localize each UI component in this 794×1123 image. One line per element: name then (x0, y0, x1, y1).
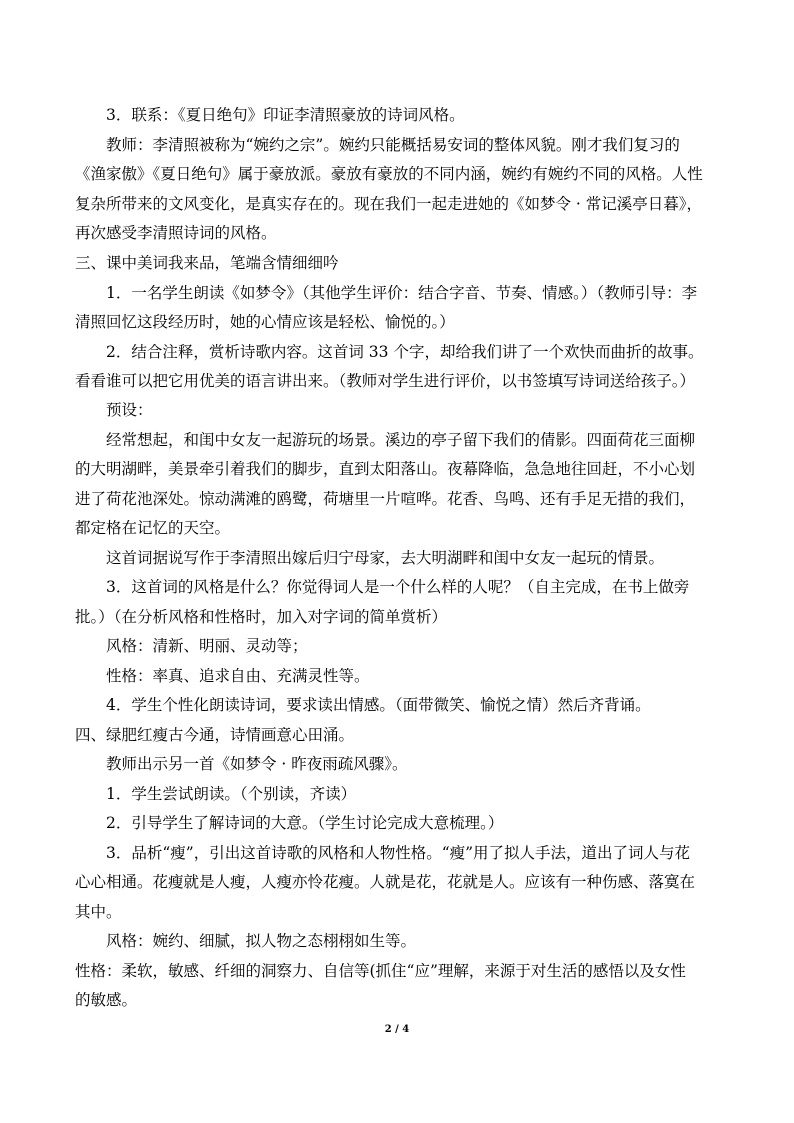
text-line-31: 的敏感。 (75, 991, 138, 1009)
text-line-13: 的大明湖畔，美景牵引着我们的脚步，直到太阳落山。夜幕降临，急急地往回赶，不小心划 (75, 460, 696, 478)
text-line-20: 性格：率真、追求自由、充满灵性等。 (106, 667, 370, 685)
section-heading-4: 四、绿肥红瘦古今通，诗情画意心田涌。 (75, 726, 355, 744)
page-number: 2 / 4 (384, 1024, 410, 1035)
text-line-11: 预设： (106, 401, 153, 419)
text-line-12: 经常想起，和闺中女友一起游玩的场景。溪边的亭子留下我们的倩影。四面荷花三面柳 (106, 431, 696, 449)
text-line-5: 再次感受李清照诗词的风格。 (75, 224, 277, 242)
text-line-18: 批。）（在分析风格和性格时，加入对字词的简单赏析） (75, 608, 448, 626)
text-line-21: 4．学生个性化朗读诗词，要求读出情感。（面带微笑、愉悦之情）然后齐背诵。 (106, 696, 651, 714)
text-line-16: 这首词据说写作于李清照出嫁后归宁母家，去大明湖畔和闺中女友一起玩的情景。 (106, 549, 665, 567)
text-line-15: 都定格在记忆的天空。 (75, 519, 231, 537)
text-line-3: 《渔家傲》《夏日绝句》属于豪放派。豪放有豪放的不同内涵，婉约有婉约不同的风格。人性 (75, 165, 703, 183)
text-line-28: 其中。 (75, 903, 122, 921)
text-line-8: 清照回忆这段经历时，她的心情应该是轻松、愉悦的。） (75, 313, 455, 331)
text-line-9: 2．结合注释，赏析诗歌内容。这首词 33 个字，却给我们讲了一个欢快而曲折的故事。 (106, 343, 704, 361)
text-line-4: 复杂所带来的文风变化，是真实存在的。现在我们一起走进她的《如梦令 · 常记溪亭日暮》， (75, 195, 703, 213)
text-line-27: 心心相通。花瘦就是人瘦，人瘦亦怜花瘦。人就是花，花就是人。应该有一种伤感、落寞在 (75, 873, 696, 891)
text-line-19: 风格：清新、明丽、灵动等； (106, 637, 308, 655)
text-line-1: 3．联系：《夏日绝句》印证李清照豪放的诗词风格。 (106, 106, 465, 124)
text-line-25: 2．引导学生了解诗词的大意。（学生讨论完成大意梳理。） (106, 814, 504, 832)
text-line-2: 教师：李清照被称为“婉约之宗”。婉约只能概括易安词的整体风貌。刚才我们复习的 (106, 136, 680, 154)
text-line-14: 进了荷花池深处。惊动满滩的鸥鹭，荷塘里一片喧哗。花香、鸟鸣、还有手足无措的我们， (75, 490, 696, 508)
text-line-23: 教师出示另一首《如梦令 · 昨夜雨疏风骤》。 (106, 755, 408, 773)
text-line-30: 性格：柔软，敏感、纤细的洞察力、自信等(抓住“应”理解，来源于对生活的感悟以及女性 (75, 962, 686, 980)
text-line-29: 风格：婉约、细腻，拟人物之态栩栩如生等。 (106, 932, 417, 950)
text-line-7: 1．一名学生朗读《如梦令》（其他学生评价：结合字音、节奏、情感。）（教师引导：李 (106, 284, 698, 302)
text-line-26: 3．品析“瘦”，引出这首诗歌的风格和人物性格。“瘦”用了拟人手法，道出了词人与花 (106, 844, 691, 862)
section-heading-3: 三、课中美词我来品，笔端含情细细吟 (75, 254, 339, 272)
text-line-17: 3．这首词的风格是什么？你觉得词人是一个什么样的人呢？（自主完成，在书上做旁 (106, 578, 690, 596)
text-line-24: 1．学生尝试朗读。（个别读，齐读） (106, 785, 357, 803)
text-line-10: 看看谁可以把它用优美的语言讲出来。（教师对学生进行评价，以书签填写诗词送给孩子。） (75, 372, 696, 390)
